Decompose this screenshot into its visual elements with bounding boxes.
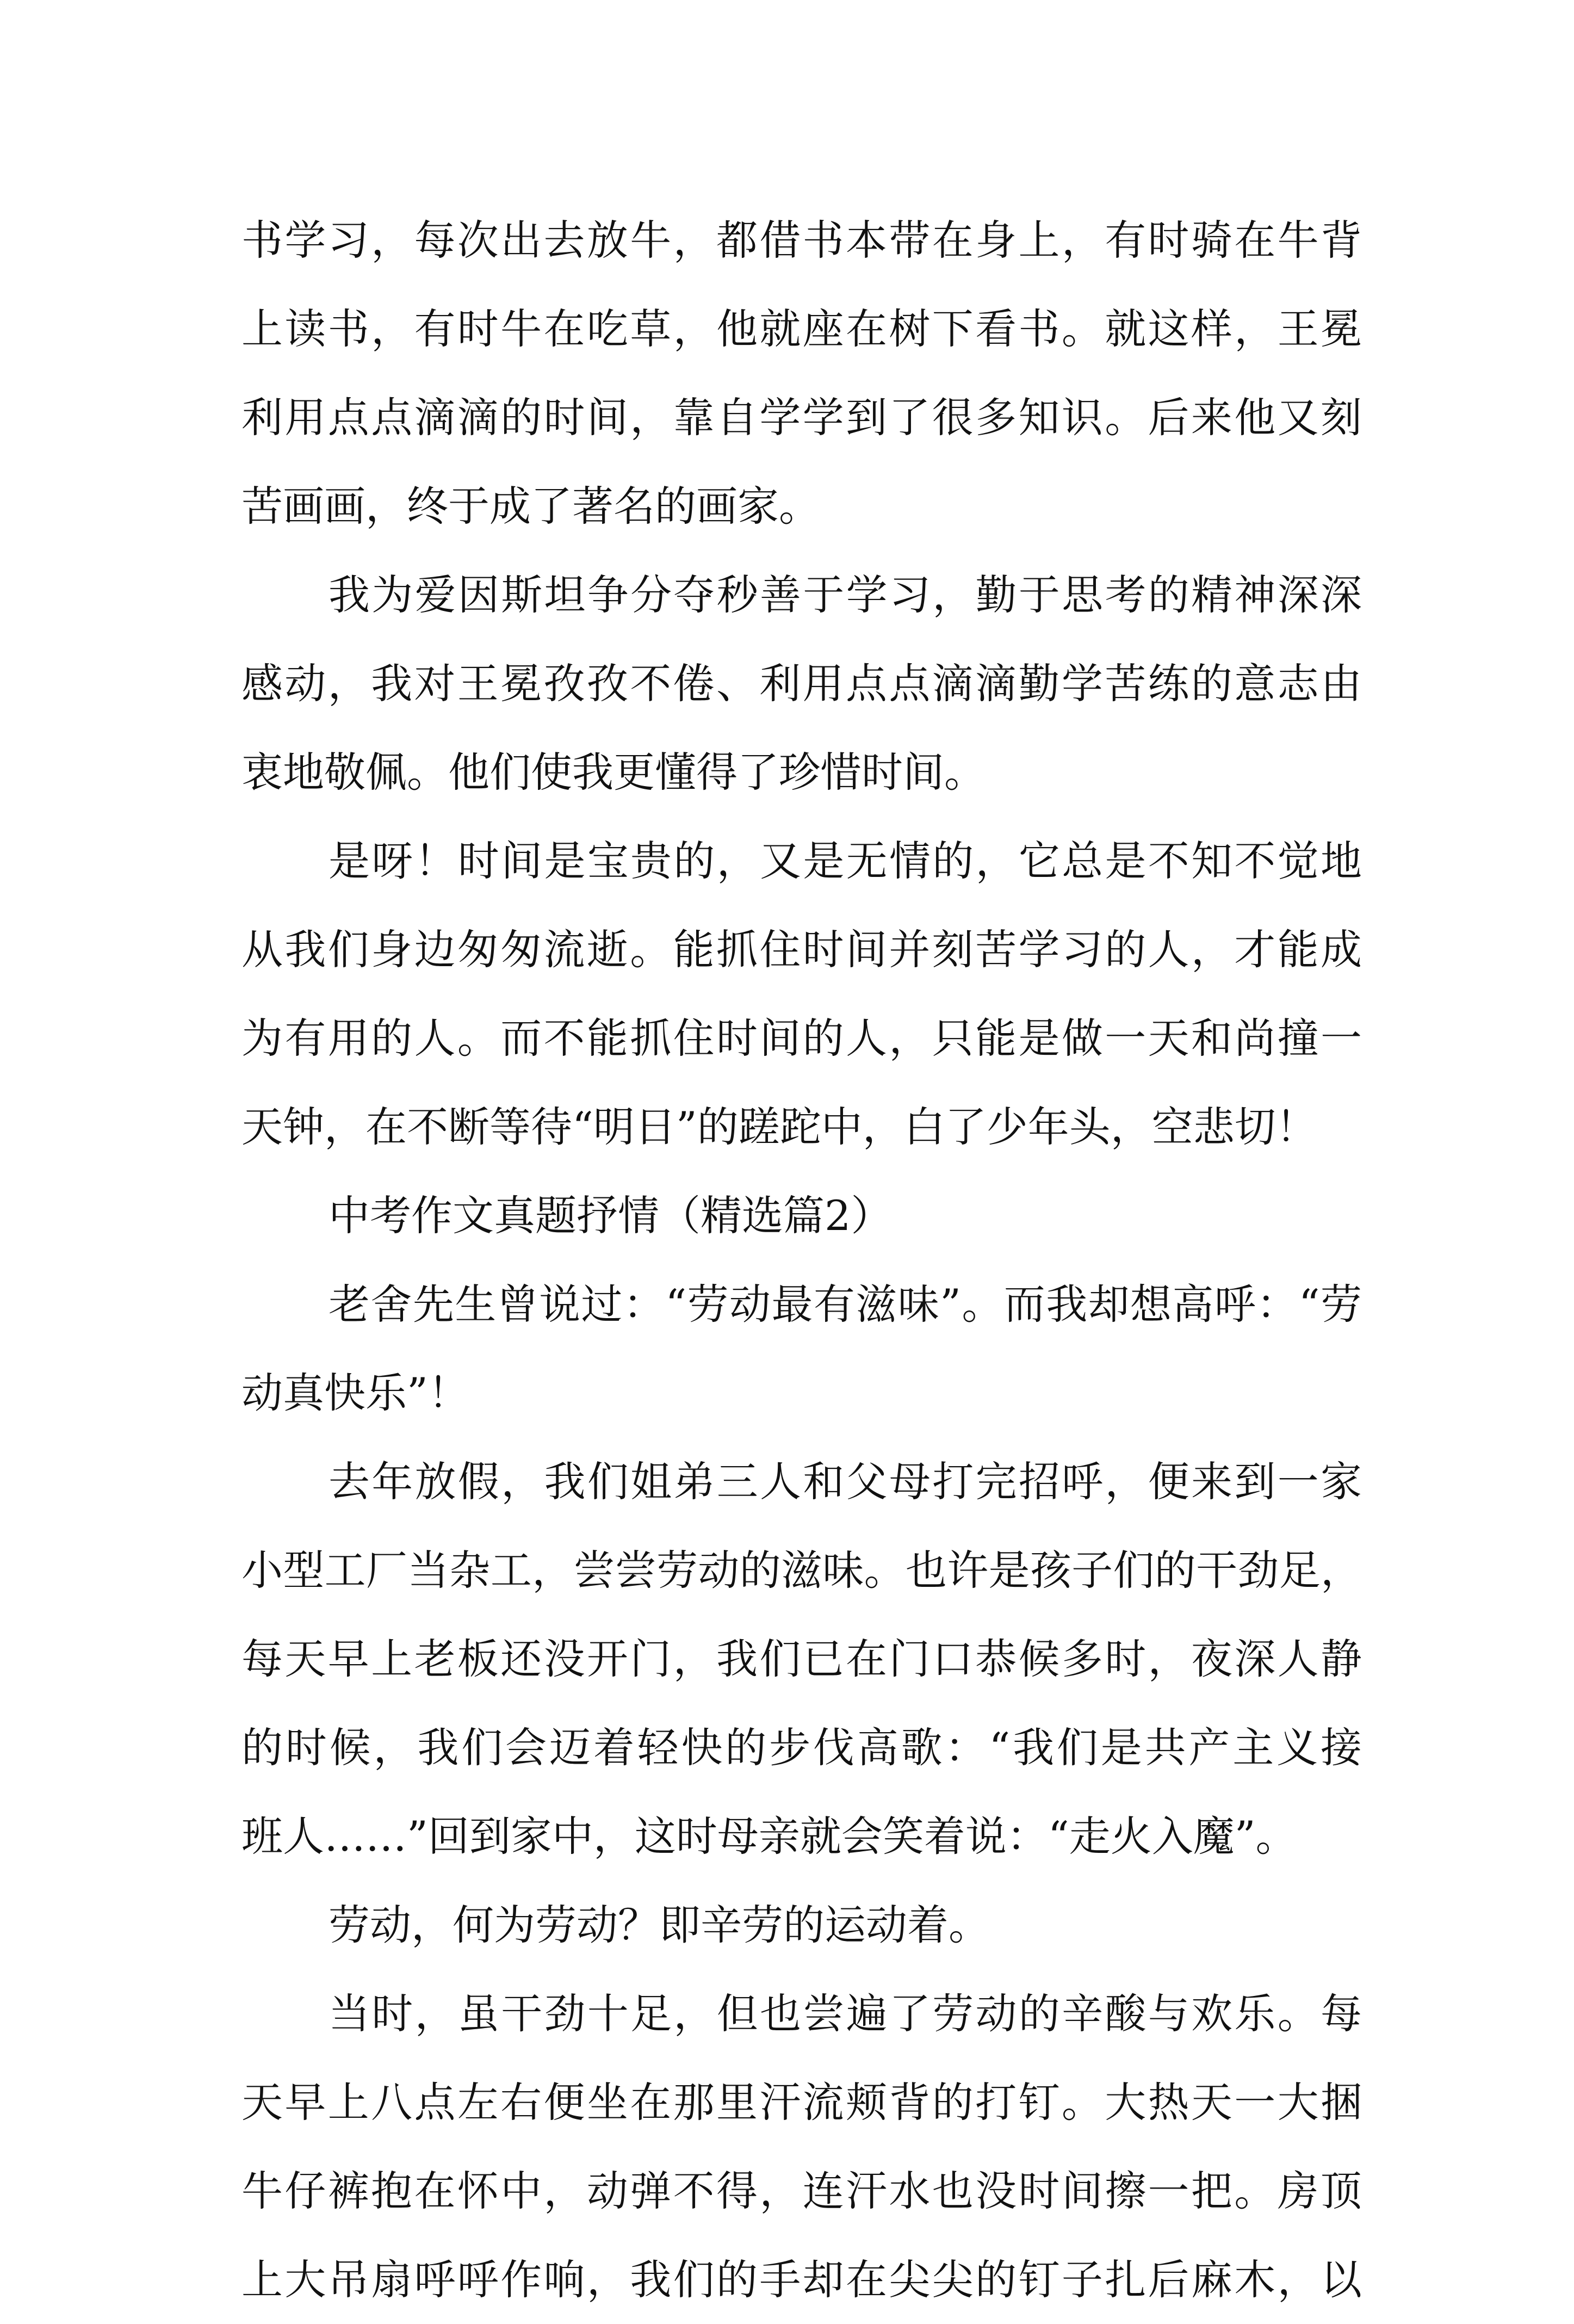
text-line: 牛仔裤抱在怀中，动弹不得，连汗水也没时间擦一把。房顶 bbox=[241, 2167, 1362, 2215]
paragraph-first-line: 当时，虽干劲十足，但也尝遍了劳动的辛酸与欢乐。每 bbox=[329, 1989, 1362, 2038]
text-line: 动真快乐”！ bbox=[241, 1369, 469, 1417]
text-line: 苦画画，终于成了著名的画家。 bbox=[241, 482, 820, 530]
text-line: 书学习，每次出去放牛，都借书本带在身上，有时骑在牛背 bbox=[241, 216, 1362, 264]
text-line: 上大吊扇呼呼作响，我们的手却在尖尖的钉子扎后麻木，以 bbox=[241, 2255, 1362, 2304]
text-line: 小型工厂当杂工，尝尝劳动的滋味。也许是孩子们的干劲足， bbox=[241, 1546, 1362, 1594]
paragraph-first-line: 老舍先生曾说过：“劳动最有滋味”。而我却想高呼：“劳 bbox=[329, 1280, 1362, 1328]
text-line: 利用点点滴滴的时间，靠自学学到了很多知识。后来他又刻 bbox=[241, 393, 1362, 442]
text-line: 每天早上老板还没开门，我们已在门口恭候多时，夜深人静 bbox=[241, 1635, 1362, 1683]
text-line: 天钟，在不断等待“明日”的蹉跎中，白了少年头，空悲切！ bbox=[241, 1103, 1317, 1151]
text-line: 的时候，我们会迈着轻快的步伐高歌：“我们是共产主义接 bbox=[241, 1723, 1362, 1772]
text-line: 天早上八点左右便坐在那里汗流颊背的打钉。大热天一大捆 bbox=[241, 2078, 1362, 2127]
text-line: 感动，我对王冕孜孜不倦、利用点点滴滴勤学苦练的意志由 bbox=[241, 659, 1362, 708]
text-line: 从我们身边匆匆流逝。能抓住时间并刻苦学习的人，才能成 bbox=[241, 925, 1362, 974]
paragraph-first-line: 我为爱因斯坦争分夺秒善于学习，勤于思考的精神深深 bbox=[329, 571, 1362, 619]
paragraph-first-line: 是呀！时间是宝贵的，又是无情的，它总是不知不觉地 bbox=[329, 837, 1362, 885]
text-line: 衷地敬佩。他们使我更懂得了珍惜时间。 bbox=[241, 748, 986, 796]
section-heading: 中考作文真题抒情（精选篇2） bbox=[329, 1191, 893, 1240]
paragraph-first-line: 去年放假，我们姐弟三人和父母打完招呼，便来到一家 bbox=[329, 1457, 1362, 1506]
text-line: 为有用的人。而不能抓住时间的人，只能是做一天和尚撞一 bbox=[241, 1014, 1362, 1062]
text-line: 上读书，有时牛在吃草，他就座在树下看书。就这样，王冕 bbox=[241, 305, 1362, 353]
document-body bbox=[241, 196, 1362, 2324]
text-line: 班人……”回到家中，这时母亲就会笑着说：“走火入魔”。 bbox=[241, 1812, 1297, 1861]
paragraph-first-line: 劳动，何为劳动？即辛劳的运动着。 bbox=[329, 1901, 990, 1949]
